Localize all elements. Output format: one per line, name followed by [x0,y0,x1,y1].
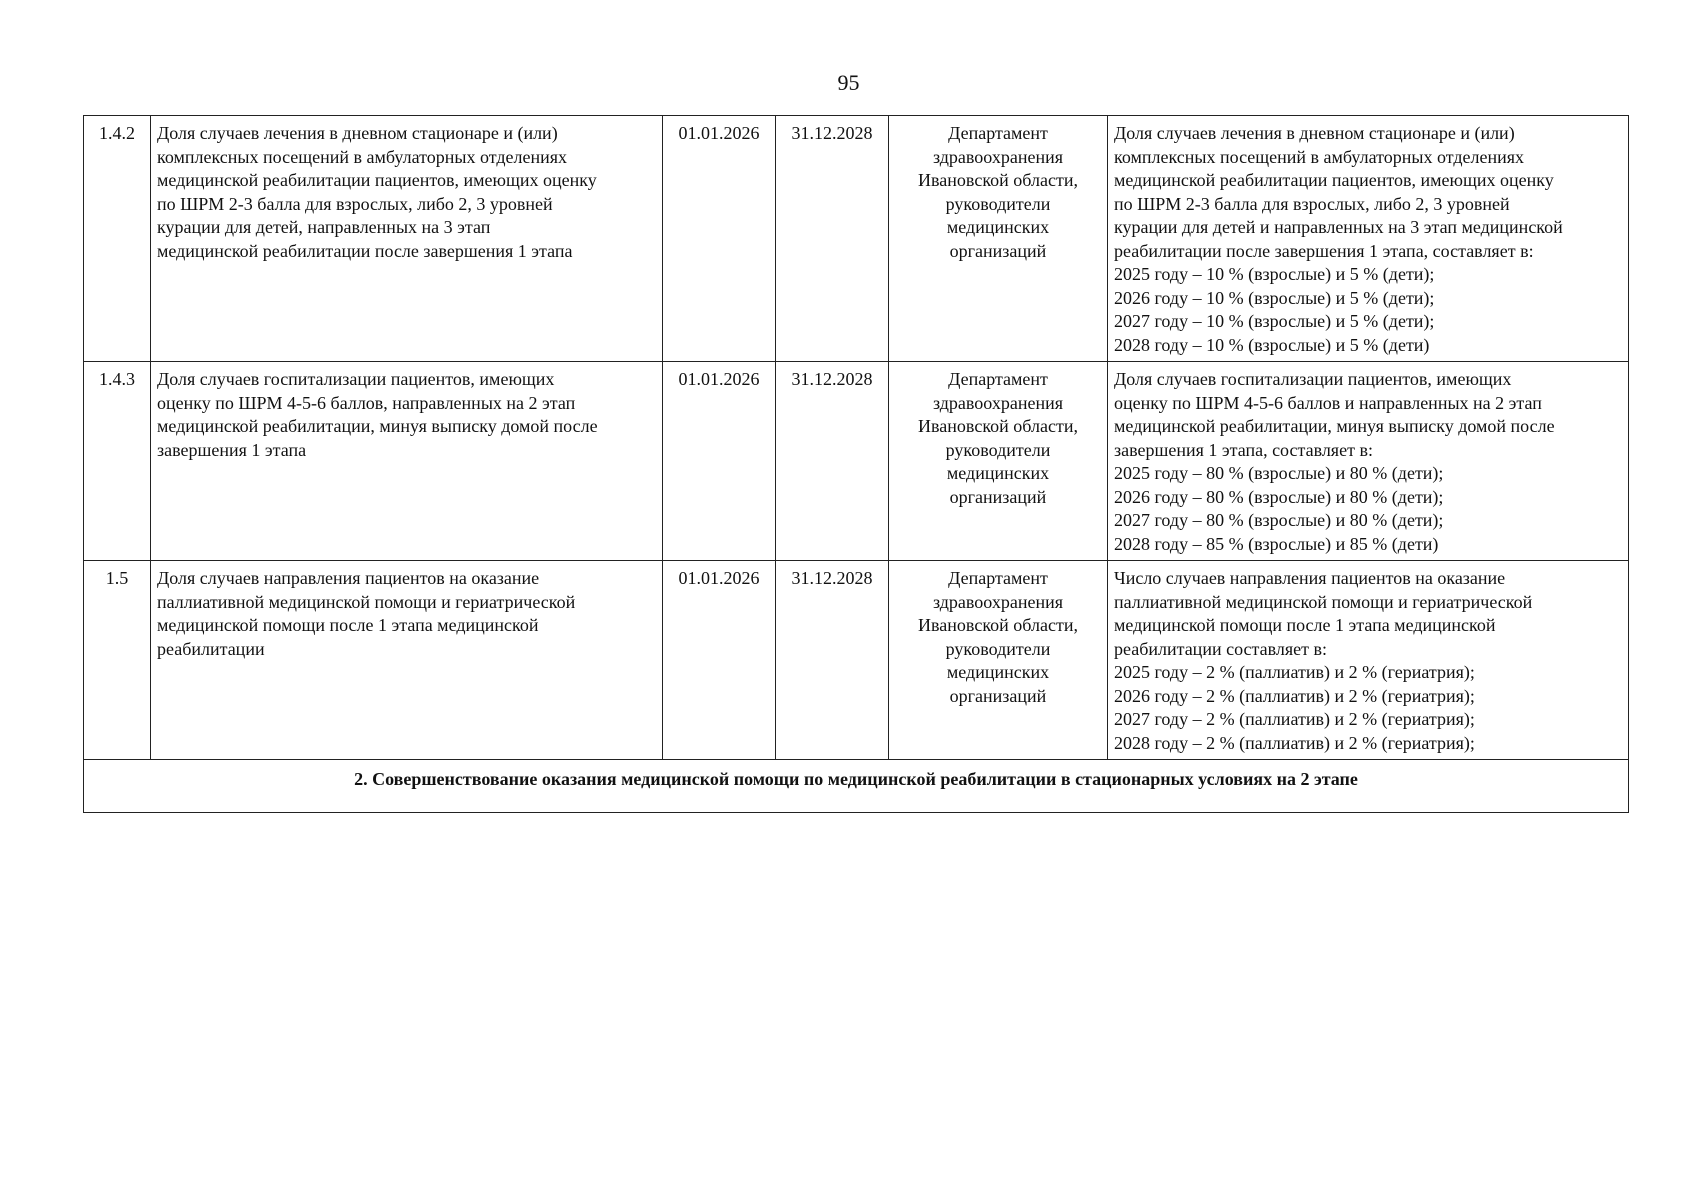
text-line: медицинской реабилитации пациентов, имеющих оценку [1114,170,1554,190]
measures-table [83,115,1629,813]
text-line: комплексных посещений в амбулаторных отделениях [1114,146,1525,167]
text-line: медицинской реабилитации, минуя выписку домой после [157,416,598,436]
text-line: руководители [945,638,1051,659]
section-heading-row [84,760,1629,813]
text-line: Доля случаев госпитализации пациентов, имеющих [157,369,555,389]
text-line: 2025 году – 2 % (паллиатив) и 2 % (гериатрия); [1114,662,1475,682]
text-line: по ШРМ 2-3 балла для взрослых, либо 2, 3 уровней [157,193,553,214]
start-date: 01.01.2026 [663,561,776,760]
text-line: медицинских [946,463,1050,483]
text-line: медицинской реабилитации после завершения 1 этапа [157,240,573,261]
table-row [84,116,1629,362]
text-line: курации для детей, направленных на 3 этап [157,217,491,237]
end-date: 31.12.2028 [776,362,889,561]
text-line: 2027 году – 10 % (взрослые) и 5 % (дети); [1114,311,1435,331]
text-line: 2027 году – 80 % (взрослые) и 80 % (дети); [1114,510,1444,530]
text-line: 2026 году – 2 % (паллиатив) и 2 % (гериатрия); [1114,685,1475,706]
text-line: Доля случаев лечения в дневном стационаре и (или) [1114,123,1515,143]
text-line: 2026 году – 10 % (взрослые) и 5 % (дети); [1114,287,1435,308]
text-line: реабилитации [157,638,265,659]
text-line: Департамент [948,369,1048,389]
text-line: медицинской реабилитации пациентов, имеющих оценку [157,170,597,190]
text-line: руководители [945,193,1051,214]
text-line: Доля случаев направления пациентов на оказание [157,568,540,588]
text-line: Число случаев направления пациентов на оказание [1114,568,1506,588]
text-line: 2026 году – 80 % (взрослые) и 80 % (дети); [1114,486,1444,507]
section-heading: 2. Совершенствование оказания медицинской помощи по медицинской реабилитации в стационарных условиях на 2 этапе [84,760,1629,813]
text-line: курации для детей и направленных на 3 этап медицинской [1114,217,1563,237]
expected-result [1108,362,1629,561]
text-line: Доля случаев лечения в дневном стационаре и (или) [157,123,558,143]
page-number: 95 [837,70,860,95]
responsible-executor [889,116,1108,362]
end-date: 31.12.2028 [776,116,889,362]
text-line: медицинской реабилитации, минуя выписку домой после [1114,416,1555,436]
text-line: по ШРМ 2-3 балла для взрослых, либо 2, 3 уровней [1114,193,1510,214]
text-line: здравоохранения [932,591,1064,612]
text-line: организаций [949,486,1047,507]
item-number: 1.5 [84,561,151,760]
measure-description [151,116,663,362]
text-line: реабилитации после завершения 1 этапа, составляет в: [1114,240,1534,261]
text-line: здравоохранения [932,146,1064,167]
text-line: 2025 году – 10 % (взрослые) и 5 % (дети); [1114,264,1435,284]
text-line: медицинской помощи после 1 этапа медицинской [157,615,539,635]
responsible-executor [889,561,1108,760]
text-line: Доля случаев госпитализации пациентов, имеющих [1114,369,1512,389]
text-line: медицинских [946,217,1050,237]
text-line: паллиативной медицинской помощи и гериатрической [157,591,576,612]
text-line: 2025 году – 80 % (взрослые) и 80 % (дети); [1114,463,1444,483]
text-line: Департамент [948,568,1048,588]
text-line: Ивановской области, [918,615,1078,635]
text-line: паллиативной медицинской помощи и гериатрической [1114,591,1533,612]
expected-result [1108,561,1629,760]
text-line: оценку по ШРМ 4-5-6 баллов и направленных на 2 этап [1114,392,1542,413]
text-line: руководители [945,439,1051,460]
text-line: Департамент [948,123,1048,143]
text-line: 2028 году – 2 % (паллиатив) и 2 % (гериатрия); [1114,732,1475,753]
table-row [84,561,1629,760]
text-line: реабилитации составляет в: [1114,638,1327,659]
text-line: 2028 году – 10 % (взрослые) и 5 % (дети) [1114,334,1430,355]
text-line: Ивановской области, [918,416,1078,436]
measure-description [151,362,663,561]
start-date: 01.01.2026 [663,362,776,561]
text-line: медицинской помощи после 1 этапа медицинской [1114,615,1496,635]
table-row [84,362,1629,561]
item-number: 1.4.2 [84,116,151,362]
text-line: оценку по ШРМ 4-5-6 баллов, направленных на 2 этап [157,392,576,413]
measure-description [151,561,663,760]
text-line: медицинских [946,662,1050,682]
text-line: Ивановской области, [918,170,1078,190]
text-line: здравоохранения [932,392,1064,413]
text-line: комплексных посещений в амбулаторных отделениях [157,146,568,167]
text-line: 2028 году – 85 % (взрослые) и 85 % (дети) [1114,533,1439,554]
text-line: завершения 1 этапа [157,439,307,460]
expected-result [1108,116,1629,362]
end-date: 31.12.2028 [776,561,889,760]
text-line: 2027 году – 2 % (паллиатив) и 2 % (гериатрия); [1114,709,1475,729]
item-number: 1.4.3 [84,362,151,561]
text-line: завершения 1 этапа, составляет в: [1114,439,1373,460]
responsible-executor [889,362,1108,561]
text-line: организаций [949,685,1047,706]
start-date: 01.01.2026 [663,116,776,362]
text-line: организаций [949,240,1047,261]
